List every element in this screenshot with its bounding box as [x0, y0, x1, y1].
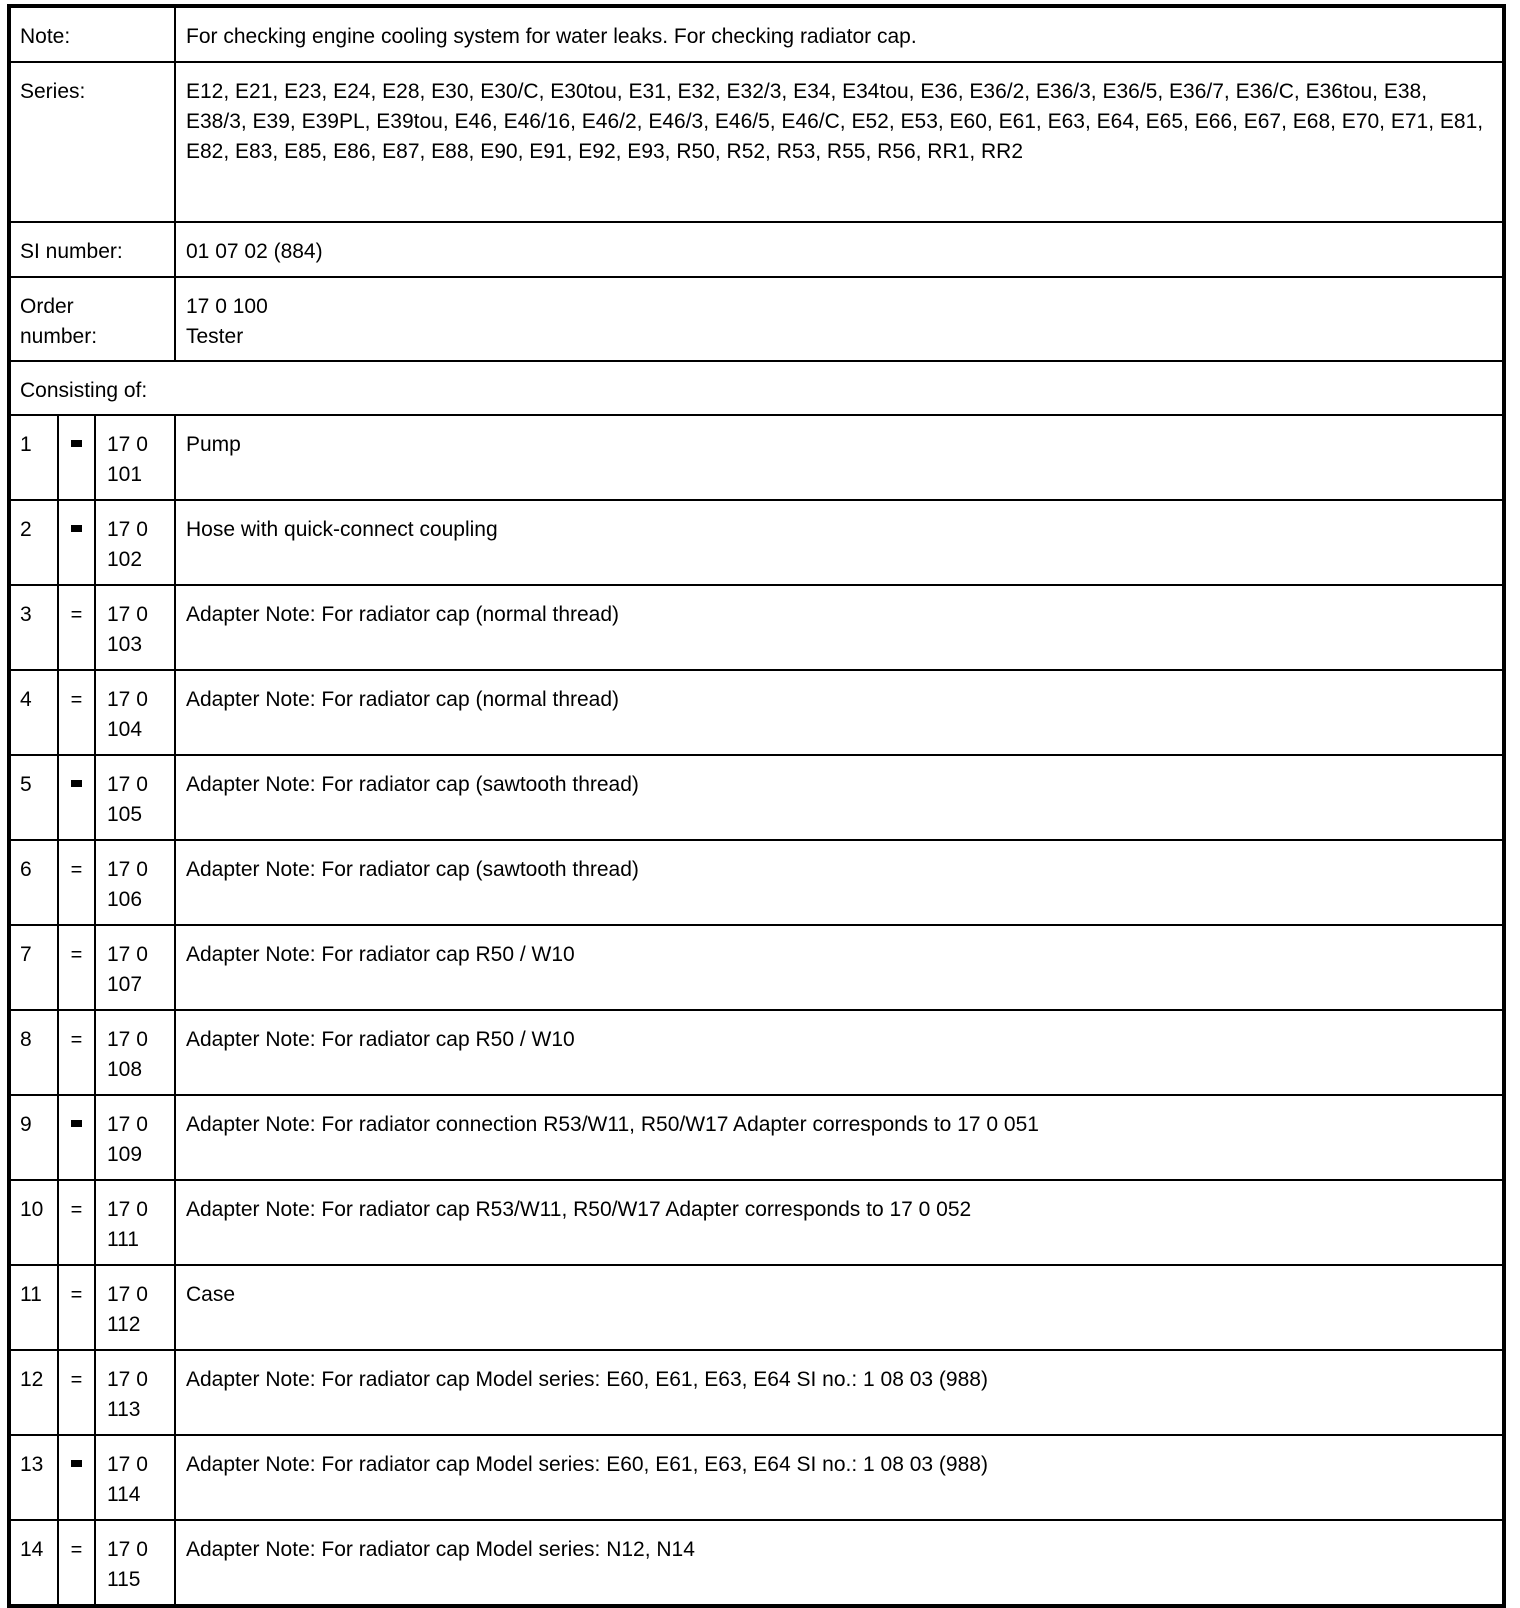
table-row: [11, 1435, 1502, 1520]
item-mark: [58, 1010, 95, 1095]
item-description: Adapter Note: For radiator cap R53/W11, R50/W17 Adapter corresponds to 17 0 052: [175, 1180, 1502, 1265]
part-number-prefix: 17 0: [107, 603, 148, 626]
item-part-number: [95, 1180, 175, 1265]
table-row: [11, 1180, 1502, 1265]
part-number-suffix: 105: [107, 803, 143, 826]
item-number: 8: [11, 1010, 58, 1095]
tool-info-sheet: [7, 4, 1506, 1608]
item-mark: [58, 1265, 95, 1350]
part-number-suffix: 102: [107, 548, 143, 571]
order-number-label-line1: Order: [20, 295, 74, 318]
item-mark: [58, 1350, 95, 1435]
note-label: Note:: [11, 8, 175, 62]
table-row: [11, 670, 1502, 755]
item-part-number: [95, 1095, 175, 1180]
part-number-suffix: 114: [107, 1483, 141, 1506]
item-number: 7: [11, 925, 58, 1010]
item-number: 5: [11, 755, 58, 840]
series-label: Series:: [11, 62, 175, 222]
part-number-suffix: 112: [107, 1313, 141, 1336]
filled-square-icon: [71, 440, 82, 447]
part-number-prefix: 17 0: [107, 1198, 148, 1221]
item-description: Adapter Note: For radiator cap R50 / W10: [175, 925, 1502, 1010]
part-number-prefix: 17 0: [107, 518, 148, 541]
series-value: E12, E21, E23, E24, E28, E30, E30/C, E30tou, E31, E32, E32/3, E34, E34tou, E36, E36/2, E36/3, E36/5, E36/7, E36/C, E36tou, E38, E38/3, E39, E39PL, E39tou, E46, E46/16, E46/2, E46/3, E46/5, E46/C, E52, E53, E60, E61, E63, E64, E65, E66, E67, E68, E70, E71, E81, E82, E83, E85, E86, E87, E88, E90, E91, E92, E93, R50, R52, R53, R55, R56, RR1, RR2: [175, 62, 1502, 222]
item-number: 11: [11, 1265, 58, 1350]
filled-square-icon: [71, 1460, 82, 1467]
item-number: 9: [11, 1095, 58, 1180]
part-number-suffix: 103: [107, 633, 143, 656]
item-description: Adapter Note: For radiator cap (normal thread): [175, 585, 1502, 670]
item-number: 14: [11, 1520, 58, 1604]
item-description: Adapter Note: For radiator cap (sawtooth thread): [175, 840, 1502, 925]
item-mark: [58, 1095, 95, 1180]
item-part-number: [95, 670, 175, 755]
item-number: 10: [11, 1180, 58, 1265]
table-row: [11, 840, 1502, 925]
part-number-suffix: 108: [107, 1058, 143, 1081]
item-part-number: [95, 925, 175, 1010]
item-description: Adapter Note: For radiator connection R53/W11, R50/W17 Adapter corresponds to 17 0 051: [175, 1095, 1502, 1180]
part-number-prefix: 17 0: [107, 433, 148, 456]
item-number: 12: [11, 1350, 58, 1435]
consisting-of-row: [11, 361, 1502, 415]
si-number-row: [11, 222, 1502, 277]
item-mark: [58, 415, 95, 500]
equals-icon: =: [70, 1029, 83, 1051]
order-number-value: [175, 277, 1502, 361]
table-row: [11, 585, 1502, 670]
si-number-value: 01 07 02 (884): [175, 222, 1502, 277]
table-row: [11, 1265, 1502, 1350]
item-description: Adapter Note: For radiator cap (normal thread): [175, 670, 1502, 755]
item-part-number: [95, 415, 175, 500]
table-row: [11, 415, 1502, 500]
item-number: 1: [11, 415, 58, 500]
item-mark: [58, 1520, 95, 1604]
item-description: Adapter Note: For radiator cap R50 / W10: [175, 1010, 1502, 1095]
item-mark: [58, 1435, 95, 1520]
part-number-prefix: 17 0: [107, 1368, 148, 1391]
item-part-number: [95, 1010, 175, 1095]
part-number-suffix: 113: [107, 1398, 141, 1421]
part-number-prefix: 17 0: [107, 1453, 148, 1476]
equals-icon: =: [70, 1539, 83, 1561]
table-row: [11, 1010, 1502, 1095]
item-part-number: [95, 1350, 175, 1435]
item-part-number: [95, 500, 175, 585]
item-mark: [58, 755, 95, 840]
equals-icon: =: [70, 1369, 83, 1391]
note-row: [11, 8, 1502, 62]
order-number-code: 17 0 100: [186, 295, 268, 318]
item-number: 13: [11, 1435, 58, 1520]
equals-icon: =: [70, 859, 83, 881]
table-row: [11, 1095, 1502, 1180]
tool-info-table: [11, 8, 1502, 1604]
item-description: Adapter Note: For radiator cap Model series: E60, E61, E63, E64 SI no.: 1 08 03 (988): [175, 1435, 1502, 1520]
part-number-prefix: 17 0: [107, 1538, 148, 1561]
table-row: [11, 755, 1502, 840]
order-number-label-line2: number:: [20, 325, 98, 348]
item-mark: [58, 670, 95, 755]
item-part-number: [95, 840, 175, 925]
part-number-suffix: 104: [107, 718, 143, 741]
item-mark: [58, 840, 95, 925]
part-number-prefix: 17 0: [107, 773, 148, 796]
part-number-prefix: 17 0: [107, 1028, 148, 1051]
item-number: 4: [11, 670, 58, 755]
item-part-number: [95, 1520, 175, 1604]
item-mark: [58, 1180, 95, 1265]
part-number-prefix: 17 0: [107, 1113, 148, 1136]
item-part-number: [95, 1265, 175, 1350]
filled-square-icon: [71, 780, 82, 787]
item-mark: [58, 925, 95, 1010]
table-row: [11, 1350, 1502, 1435]
item-description: Case: [175, 1265, 1502, 1350]
item-description: Pump: [175, 415, 1502, 500]
item-mark: [58, 500, 95, 585]
filled-square-icon: [71, 1120, 82, 1127]
item-description: Hose with quick-connect coupling: [175, 500, 1502, 585]
item-number: 3: [11, 585, 58, 670]
table-row: [11, 500, 1502, 585]
part-number-suffix: 109: [107, 1143, 143, 1166]
table-row: [11, 1520, 1502, 1604]
order-number-label: [11, 277, 175, 361]
item-number: 2: [11, 500, 58, 585]
series-row: [11, 62, 1502, 222]
part-number-suffix: 101: [107, 463, 143, 486]
part-number-prefix: 17 0: [107, 1283, 148, 1306]
item-mark: [58, 585, 95, 670]
item-part-number: [95, 585, 175, 670]
part-number-suffix: 115: [107, 1568, 141, 1591]
part-number-prefix: 17 0: [107, 943, 148, 966]
note-value: For checking engine cooling system for water leaks. For checking radiator cap.: [175, 8, 1502, 62]
item-part-number: [95, 1435, 175, 1520]
part-number-suffix: 106: [107, 888, 143, 911]
si-number-label: SI number:: [11, 222, 175, 277]
table-row: [11, 925, 1502, 1010]
item-description: Adapter Note: For radiator cap Model series: E60, E61, E63, E64 SI no.: 1 08 03 (988): [175, 1350, 1502, 1435]
item-part-number: [95, 755, 175, 840]
part-number-prefix: 17 0: [107, 688, 148, 711]
equals-icon: =: [70, 1284, 83, 1306]
equals-icon: =: [70, 944, 83, 966]
item-description: Adapter Note: For radiator cap (sawtooth thread): [175, 755, 1502, 840]
equals-icon: =: [70, 1199, 83, 1221]
equals-icon: =: [70, 689, 83, 711]
item-description: Adapter Note: For radiator cap Model series: N12, N14: [175, 1520, 1502, 1604]
consisting-of-label: Consisting of:: [11, 361, 1502, 415]
order-number-row: [11, 277, 1502, 361]
part-number-suffix: 107: [107, 973, 143, 996]
part-number-suffix: 111: [107, 1228, 139, 1251]
order-number-name: Tester: [186, 325, 244, 348]
equals-icon: =: [70, 604, 83, 626]
item-number: 6: [11, 840, 58, 925]
filled-square-icon: [71, 525, 82, 532]
part-number-prefix: 17 0: [107, 858, 148, 881]
